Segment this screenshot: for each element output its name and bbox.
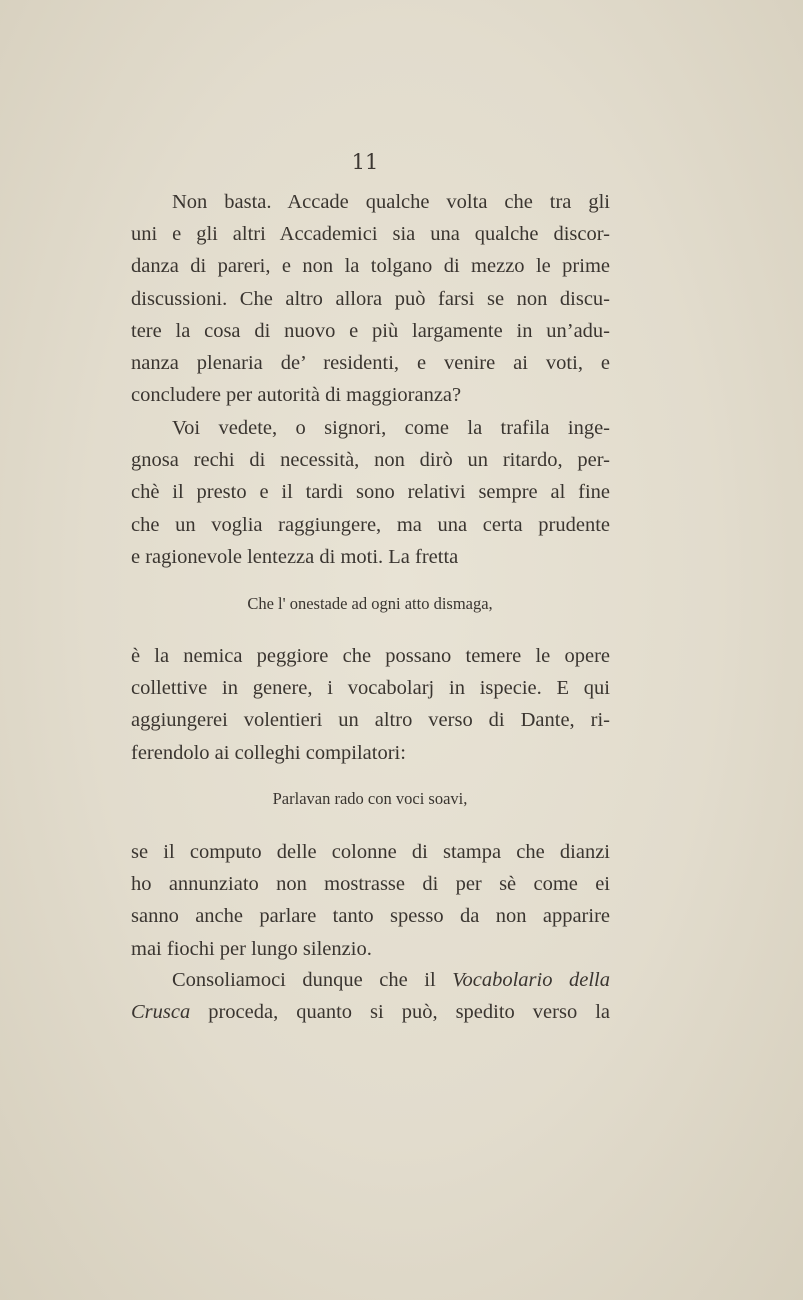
text-line: discussioni. Che altro allora può farsi se non discu- [131,287,610,310]
text-line: Voi vedete, o signori, come la trafila inge- [172,417,610,439]
text-line: Non basta. Accade qualche volta che tra gli [172,191,610,213]
paragraph-3 [131,640,610,769]
dante-quote-2: Parlavan rado con voci soavi, [272,789,468,808]
dante-quote-1: Che l' onestade ad ogni atto dismaga, [247,594,493,613]
text-line [131,996,610,1028]
text-line: tere la cosa di nuovo e più largamente in un’adu- [131,319,610,342]
text-line: se il computo delle colonne di stampa che dianzi [131,841,610,863]
text-line: collettive in genere, i vocabolarj in ispecie. E qui [131,677,610,700]
text-line: danza di pareri, e non la tolgano di mezzo le prime [131,255,610,278]
paragraph-1 [131,186,610,411]
text-line: mai fiochi per lungo silenzio. [131,937,372,960]
text-run: Consoliamoci dunque che il [172,969,453,991]
text-line: è la nemica peggiore che possano temere le opere [131,645,610,667]
text-run: proceda, quanto si può, spedito verso la [190,1001,610,1024]
text-line: che un voglia raggiungere, ma una certa prudente [131,513,610,536]
text-line: aggiungerei volentieri un altro verso di Dante, ri- [131,709,610,732]
text-line: ho annunziato non mostrasse di per sè come ei [131,873,610,896]
paragraph-4 [131,836,610,965]
text-line: chè il presto e il tardi sono relativi sempre al fine [131,481,610,504]
text-line: nanza plenaria de’ residenti, e venire ai voti, e [131,351,610,374]
italic-title: Crusca [131,1001,191,1024]
text-line: sanno anche parlare tanto spesso da non apparire [131,905,610,928]
text-line: uni e gli altri Accademici sia una qualche discor- [131,223,610,246]
italic-title: Vocabolario della [452,969,610,991]
text-line: ferendolo ai colleghi compilatori: [131,741,406,764]
text-line: e ragionevole lentezza di moti. La fretta [131,545,459,568]
text-line [131,964,610,996]
page-number: 11 [351,150,379,174]
text-line: gnosa rechi di necessità, non dirò un ritardo, per- [131,449,610,472]
text-line: concludere per autorità di maggioranza? [131,384,462,407]
paragraph-5 [131,964,610,1028]
paragraph-2 [131,412,610,573]
